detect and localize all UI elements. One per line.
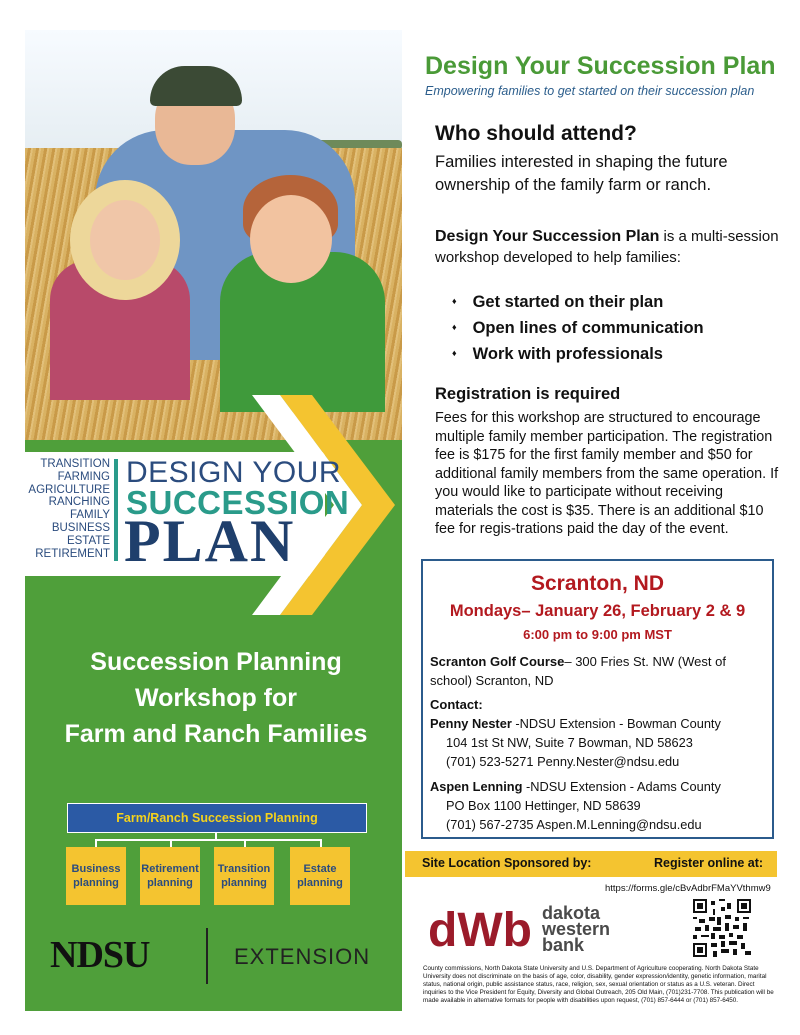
workshop-title	[35, 644, 397, 752]
logo-keyword: RETIREMENT	[35, 547, 110, 560]
contact-name: Penny Nester	[430, 716, 512, 731]
about-text	[435, 226, 780, 268]
logo-keyword: AGRICULTURE	[28, 483, 110, 496]
logo-keyword: BUSINESS	[51, 521, 110, 534]
bank-name: dakota western bank	[542, 903, 611, 955]
contact-org: -NDSU Extension - Adams County	[522, 779, 721, 794]
org-chart-connector	[170, 839, 172, 847]
logo-line-3: PLAN	[124, 508, 296, 574]
org-chart-connector	[95, 839, 321, 841]
org-chart-box-estate: Estate planning	[290, 847, 350, 905]
org-chart-box-business: Business planning	[66, 847, 126, 905]
fine-print: County commissions, North Dakota State University and U.S. Department of Agriculture cooperating. North Dakota State University does not discriminate on the basis of age, color, disability, gender expression/identity, genetic information, marital status, national origin, public assistance status, race, religion, sex, sexual orientation or status as a U.S. veteran. Direct inquiries to the Vice President for Equity, Diversity and Global Outreach, 205 Old Main, (701)231-7708. This publication will be made available in alternative formats for people with disabilities upon request, (701) 857-6444 or (701) 857-6450.	[423, 965, 774, 1004]
logo-divider	[206, 928, 208, 984]
contact-label: Contact:	[430, 697, 483, 712]
org-chart-box-retirement: Retirement planning	[140, 847, 200, 905]
about-bold: Design Your Succession Plan	[435, 228, 660, 245]
contact-phone-email[interactable]: (701) 567-2735 Aspen.M.Lenning@ndsu.edu	[446, 817, 702, 832]
svg-text:dWb: dWb	[428, 904, 532, 954]
logo-keywords	[28, 458, 110, 560]
benefit-list	[452, 290, 782, 368]
page-title: Design Your Succession Plan	[425, 52, 776, 80]
contact-address: 104 1st St NW, Suite 7 Bowman, ND 58623	[446, 735, 693, 750]
logo-line-2: SUCCESSION	[126, 484, 350, 521]
list-item: ♦ Get started on their plan	[452, 290, 782, 316]
who-heading: Who should attend?	[435, 122, 637, 145]
workshop-title-line: Succession Planning	[90, 648, 342, 676]
ndsu-logo: NDSU	[50, 934, 150, 976]
logo-keyword: RANCHING	[48, 496, 110, 509]
list-item: ♦ Open lines of communication	[452, 316, 782, 342]
org-chart-connector	[244, 839, 246, 847]
register-link[interactable]: https://forms.gle/cBvAdbrFMaYVthmw9	[605, 883, 771, 894]
contact-name: Aspen Lenning	[430, 779, 523, 794]
logo-keyword: FARMING	[57, 470, 110, 483]
extension-logo: EXTENSION	[234, 944, 371, 969]
org-chart-connector	[320, 839, 322, 847]
logo-keyword: ESTATE	[66, 534, 110, 547]
org-chart-connector	[95, 839, 97, 847]
event-dates: Mondays– January 26, February 2 & 9	[449, 602, 746, 620]
who-text: Families interested in shaping the future ownership of the family farm or ranch.	[435, 153, 728, 194]
qr-code-icon[interactable]	[693, 899, 751, 957]
contact-address: PO Box 1100 Hettinger, ND 58639	[446, 798, 641, 813]
logo-keyword: TRANSITION	[40, 458, 110, 470]
logo-line-1: DESIGN YOUR	[126, 456, 341, 489]
org-chart-box-transition: Transition planning	[214, 847, 274, 905]
contact-name-line	[430, 716, 721, 731]
register-label: Register online at:	[654, 856, 764, 870]
list-item: ♦ Work with professionals	[452, 342, 782, 368]
event-city: Scranton, ND	[530, 572, 664, 595]
contact-org: -NDSU Extension - Bowman County	[511, 716, 721, 731]
event-location	[430, 652, 770, 690]
contact-phone-email[interactable]: (701) 523-5271 Penny.Nester@ndsu.edu	[446, 754, 680, 769]
org-chart-top-box: Farm/Ranch Succession Planning	[67, 803, 367, 833]
family-photo	[25, 30, 402, 440]
bank-logo-icon	[426, 902, 538, 954]
workshop-title-line: Farm and Ranch Families	[64, 720, 368, 748]
registration-heading: Registration is required	[435, 385, 621, 403]
registration-text: Fees for this workshop are structured to encourage multiple family member participation. The registration fee is $175 for the first family member and $50 for additional family members from the same operation. If you would like to participate without receiving materials the cost is $35. There is an additional $10 fee for regis-trations paid the day of the event.	[435, 410, 779, 537]
workshop-title-line: Workshop for	[134, 684, 298, 712]
sponsor-label: Site Location Sponsored by:	[422, 856, 592, 870]
page-subtitle: Empowering families to get started on their succession plan	[425, 84, 755, 98]
contact-name-line	[430, 779, 721, 794]
logo-keyword: FAMILY	[69, 509, 110, 522]
location-address: – 300 Fries St. NW (West of school) Scranton, ND	[430, 654, 726, 688]
logo-divider	[114, 459, 118, 561]
about-rest: is a multi-session workshop developed to help families:	[435, 228, 779, 266]
event-time: 6:00 pm to 9:00 pm MST	[523, 627, 672, 642]
location-name: Scranton Golf Course	[430, 654, 565, 669]
